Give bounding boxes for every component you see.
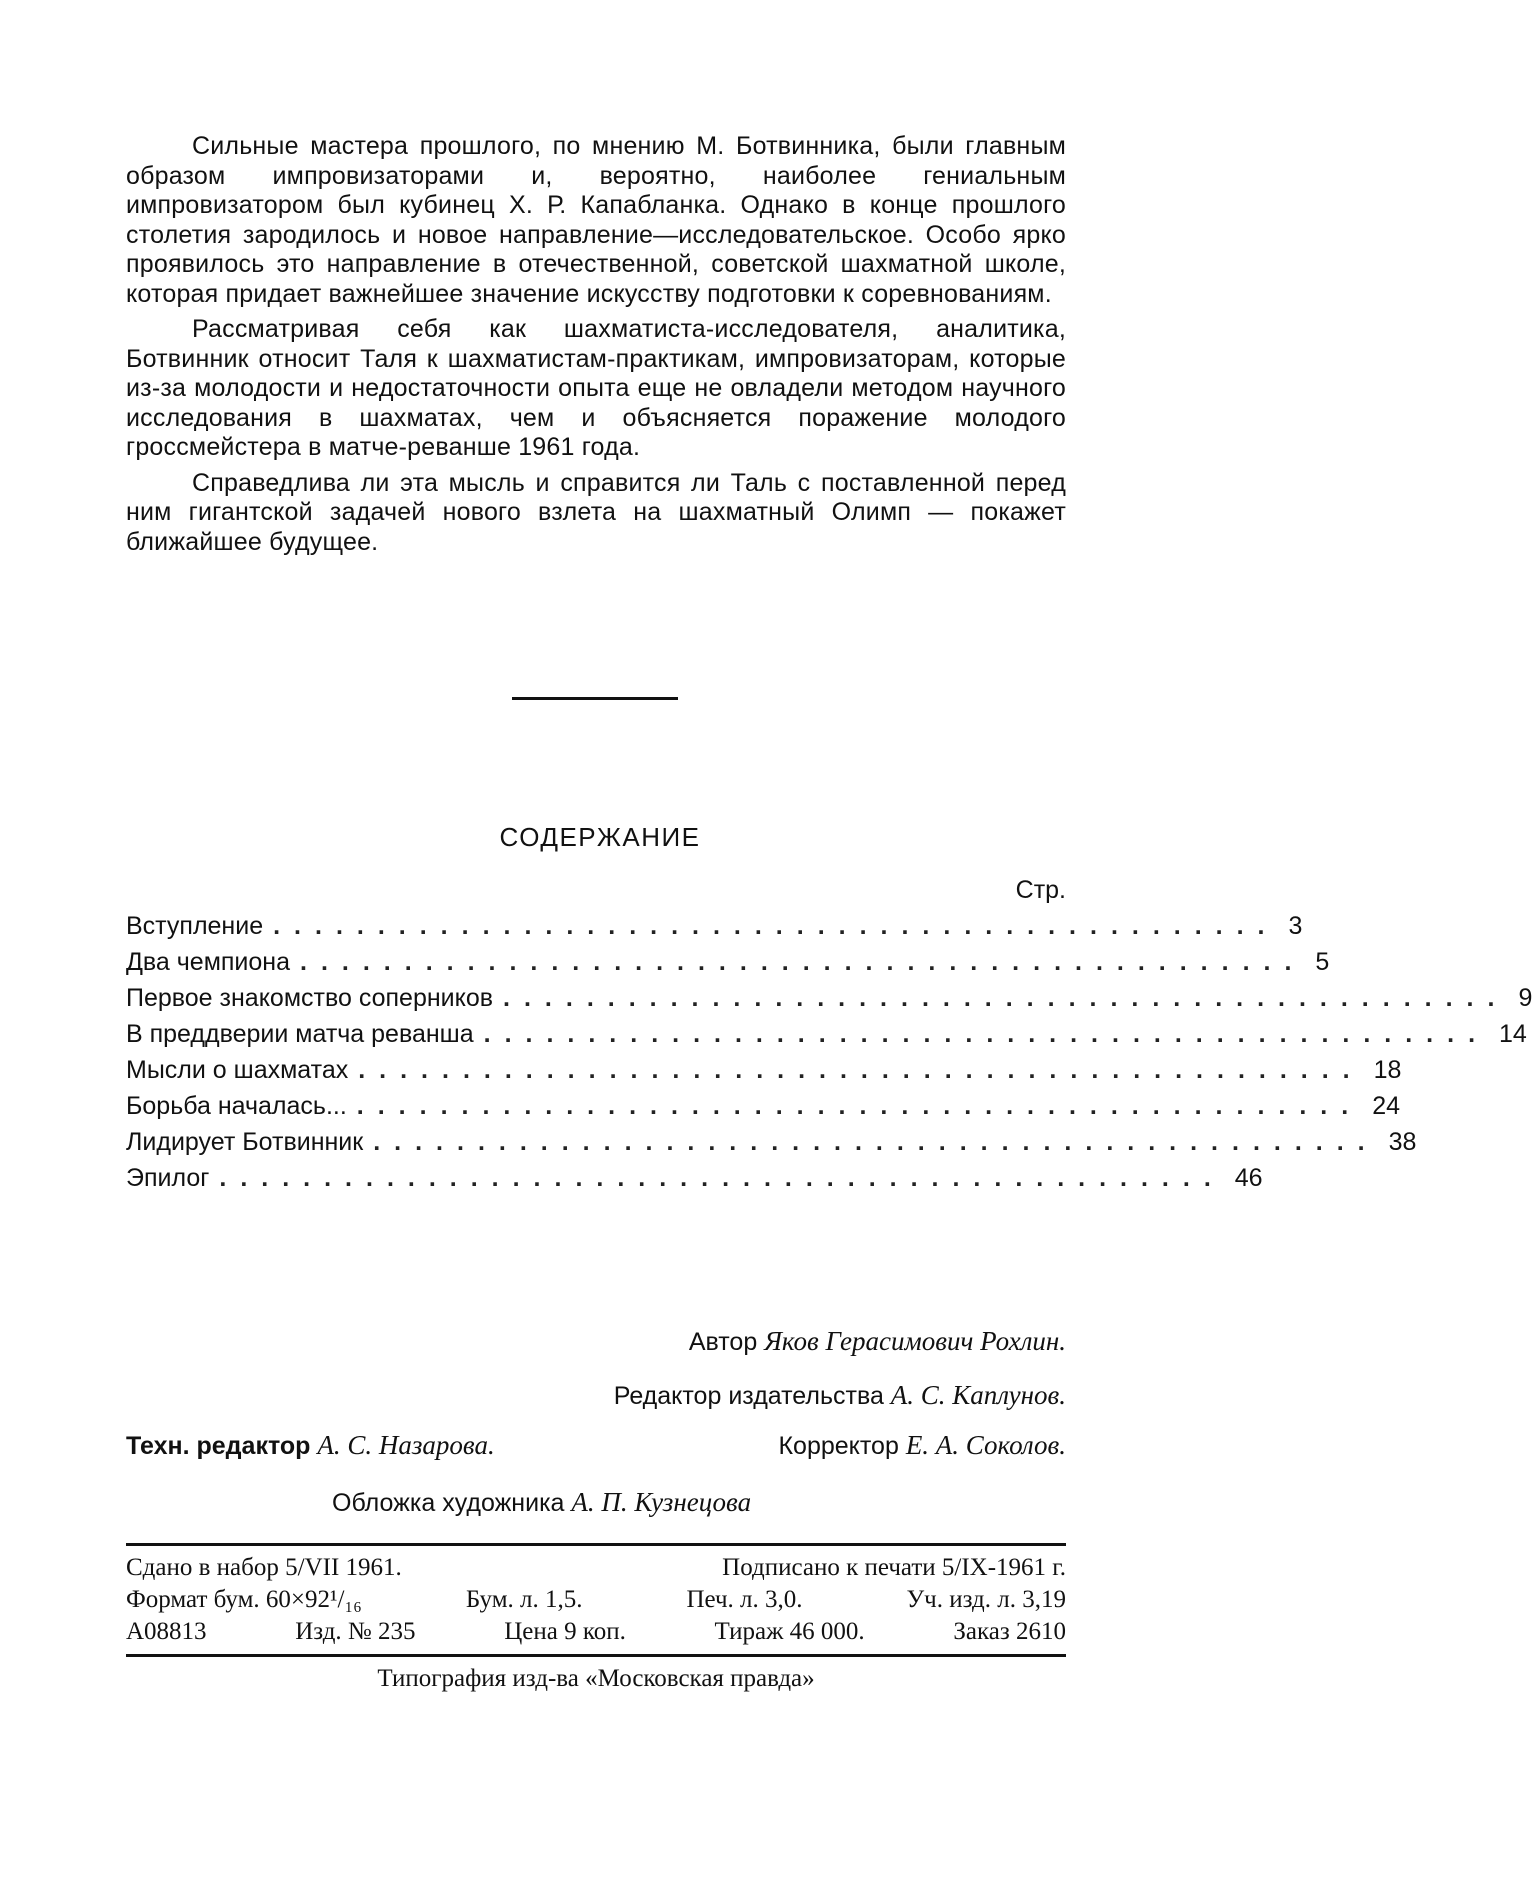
- printer-line: Типография изд-ва «Московская правда»: [377, 1665, 815, 1692]
- colophon: [126, 1543, 1066, 1693]
- toc-entry-page: 3: [1288, 912, 1303, 940]
- colophon-row: [126, 1552, 1066, 1584]
- table-of-contents: [126, 876, 1532, 1200]
- toc-entry-label: Лидирует Ботвинник: [126, 1128, 364, 1156]
- colophon-cell: Уч. изд. л. 3,19: [906, 1586, 1066, 1613]
- toc-leader-dots: ................................................: [373, 1128, 1379, 1156]
- toc-entry-label: В преддверии матча реванша: [126, 1020, 474, 1048]
- author-credit: [126, 1326, 1066, 1357]
- toc-entry-page: 5: [1315, 948, 1330, 976]
- toc-entry-label: Вступление: [126, 912, 264, 940]
- toc-leader-dots: ................................................: [483, 1020, 1490, 1048]
- toc-entry[interactable]: [126, 948, 1330, 984]
- cover-credit: [126, 1487, 1066, 1518]
- paragraph: Сильные мастера прошлого, по мнению М. Ботвинника, были главным образом импровизаторами и, вероятно, наиболее гениальным импровизатором был кубинец Х. Р. Капабланка. Однако в конце прошлого столетия зародилось и новое направление—исследовательское. Особо ярко проявилось это направление в отечественной, советской шахматной школе, которая придает важнейшее значение искусству подготовки к соревнованиям.: [126, 132, 1066, 308]
- cover-artist-name: А. П. Кузнецова: [571, 1487, 752, 1517]
- toc-entry[interactable]: [126, 1128, 1417, 1164]
- colophon-cell: Тираж 46 000.: [714, 1618, 865, 1645]
- corrector-credit: [778, 1430, 1066, 1461]
- colophon-cell: Подписано к печати 5/IX-1961 г.: [722, 1554, 1066, 1581]
- toc-page-header: Стр.: [1015, 876, 1066, 904]
- tech-editor-label: Техн. редактор: [126, 1432, 311, 1460]
- toc-entry[interactable]: [126, 1092, 1400, 1128]
- toc-entry-page: 9: [1518, 984, 1532, 1012]
- colophon-cell: Цена 9 коп.: [504, 1618, 626, 1645]
- tech-editor-credit: [126, 1430, 495, 1461]
- toc-leader-dots: ................................................: [273, 912, 1279, 940]
- toc-title: СОДЕРЖАНИЕ: [499, 822, 701, 852]
- colophon-cell: А08813: [126, 1618, 207, 1645]
- cover-label: Обложка художника: [332, 1489, 565, 1517]
- toc-entry[interactable]: [126, 1020, 1527, 1056]
- colophon-row: [126, 1584, 1066, 1616]
- toc-entry-label: Первое знакомство соперников: [126, 984, 494, 1012]
- colophon-cell: Заказ 2610: [953, 1618, 1066, 1645]
- toc-entry-label: Два чемпиона: [126, 948, 291, 976]
- editor-name: А. С. Каплунов.: [890, 1380, 1066, 1410]
- corrector-name: Е. А. Соколов.: [905, 1430, 1066, 1460]
- colophon-bottom-rule: [126, 1654, 1066, 1657]
- toc-entry[interactable]: [126, 1056, 1402, 1092]
- toc-leader-dots: ................................................: [219, 1164, 1225, 1192]
- toc-entry[interactable]: [126, 1164, 1263, 1200]
- editor-label: Редактор издательства: [613, 1382, 884, 1410]
- colophon-cell: Печ. л. 3,0.: [686, 1586, 803, 1613]
- closing-text: [126, 132, 1066, 557]
- toc-entry-label: Эпилог: [126, 1164, 210, 1192]
- toc-leader-dots: ................................................: [356, 1092, 1363, 1120]
- tech-editor-name: А. С. Назарова.: [317, 1430, 495, 1460]
- toc-entry-page: 46: [1234, 1164, 1263, 1192]
- toc-leader-dots: ................................................: [358, 1056, 1364, 1084]
- colophon-cell: Бум. л. 1,5.: [465, 1586, 583, 1613]
- toc-entry-page: 14: [1499, 1020, 1527, 1048]
- colophon-cell: Сдано в набор 5/VII 1961.: [126, 1554, 402, 1581]
- editor-credit: [126, 1380, 1066, 1411]
- toc-leader-dots: ................................................: [503, 984, 1509, 1012]
- tech-credits: [126, 1430, 1066, 1461]
- toc-entry-label: Мысли о шахматах: [126, 1056, 349, 1084]
- paragraph: Справедлива ли эта мысль и справится ли Таль с поставленной перед ним гигантской задачей нового взлета на шахматный Олимп — покажет ближайшее будущее.: [126, 468, 1066, 556]
- author-name: Яков Герасимович Рохлин.: [764, 1326, 1066, 1356]
- colophon-top-rule: [126, 1543, 1066, 1546]
- toc-leader-dots: ................................................: [300, 948, 1306, 976]
- corrector-label: Корректор: [778, 1432, 899, 1460]
- toc-entry-label: Борьба началась...: [126, 1092, 347, 1120]
- section-divider: [512, 697, 678, 700]
- colophon-cell: Изд. № 235: [295, 1618, 416, 1645]
- colophon-row: [126, 1616, 1066, 1648]
- paragraph: Рассматривая себя как шахматиста-исследователя, аналитика, Ботвинник относит Таля к шахматистам-практикам, импровизаторам, которые из-за молодости и недостаточности опыта еще не овладели методом научного исследования в шахматах, чем и объясняется поражение молодого гроссмейстера в матче-реванше 1961 года.: [126, 315, 1066, 461]
- toc-entry[interactable]: [126, 912, 1303, 948]
- author-label: Автор: [688, 1328, 758, 1356]
- toc-entry-page: 38: [1388, 1128, 1417, 1156]
- colophon-cell: Формат бум. 60×92¹/₁₆: [126, 1586, 362, 1613]
- toc-entry-page: 24: [1372, 1092, 1400, 1120]
- toc-entry[interactable]: [126, 984, 1532, 1020]
- toc-entry-page: 18: [1373, 1056, 1402, 1084]
